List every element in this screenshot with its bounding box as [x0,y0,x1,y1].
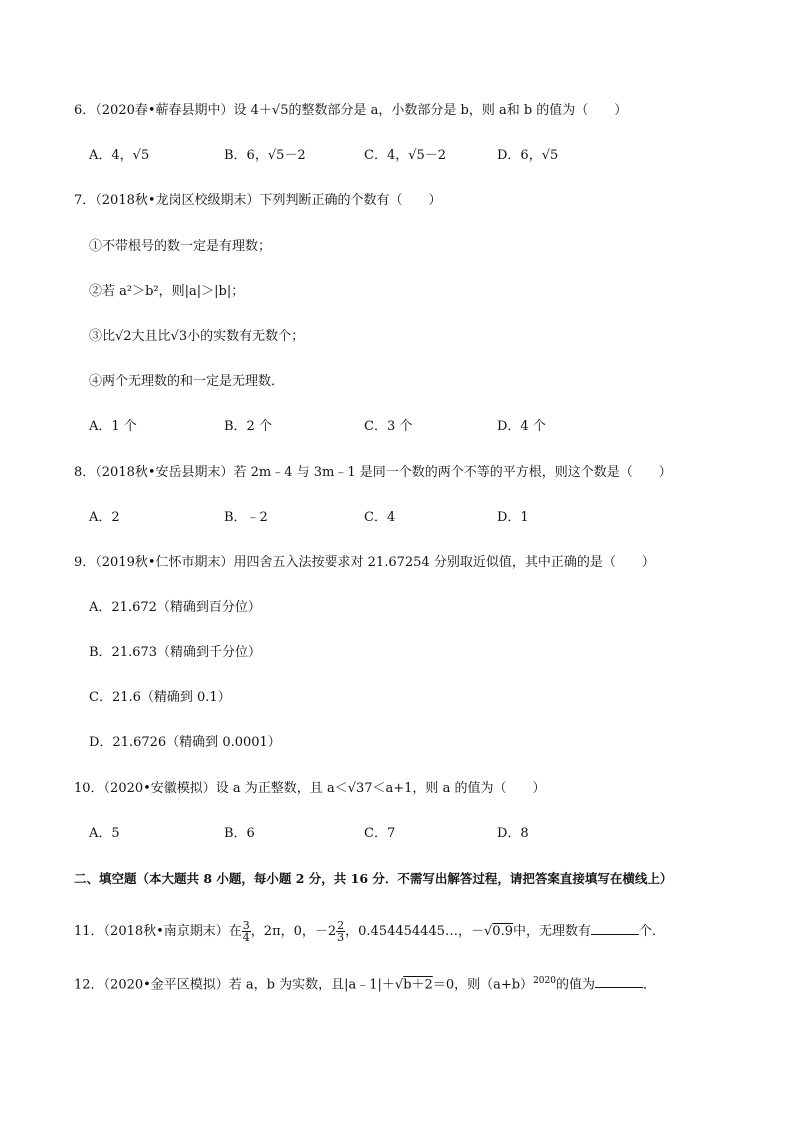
q7-statement-3: ③比√2大且比√3小的实数有无数个； [89,329,305,344]
q11-radicand: 0.9 [492,924,513,939]
q6-option-b: B．6，√5－2 [224,148,306,163]
q11-fraction-1 [242,920,251,943]
q11-frac1-den: 4 [242,931,250,944]
q6-option-d: D．6，√5 [497,148,559,163]
q7-statement-2: ②若 a²＞b²，则|a|＞|b|； [89,284,245,299]
q10-option-b: B．6 [224,826,255,841]
section-heading: 二、填空题（本大题共 8 小题，每小题 2 分，共 16 分．不需写出解答过程，请把答案直接填写在横线上） [74,871,673,886]
q11-answer-blank[interactable] [591,922,639,935]
q12-stem [74,971,656,995]
q11-frac2-den: 3 [337,931,345,944]
q7-stem: 7．（2018秋•龙岗区校级期末）下列判断正确的个数有（ ） [74,193,442,208]
q7-option-d: D．4 个 [497,419,546,434]
q10-stem: 10．（2020•安徽模拟）设 a 为正整数，且 a＜√37＜a+1，则 a 的值为（ ） [74,781,546,796]
q9-stem: 9．（2019秋•仁怀市期末）用四舍五入法按要求对 21.67254 分别取近似值，其中正确的是（ ） [74,555,655,570]
q9-option-d: D．21.6726（精确到 0.0001） [89,735,281,750]
q11-frac2-num: 2 [337,919,345,932]
q10-option-c: C．7 [364,826,396,841]
q7-option-b: B．2 个 [224,419,272,434]
q11-suffix: 个． [639,924,666,939]
q6-stem: 6．（2020春•蕲春县期中）设 4＋√5的整数部分是 a，小数部分是 b，则 a和 b 的值为（ ） [74,103,628,118]
q9-option-b: B．21.673（精确到千分位） [89,645,262,660]
q12-mid2: 的值为 [555,977,595,993]
q12-exponent: 2020 [533,976,556,986]
q11-prefix: 11．（2018秋•南京期末）在 [74,924,242,939]
q7-option-a: A．1 个 [89,419,137,434]
q11-mid3: 中，无理数有 [512,924,591,939]
q6-option-c: C．4，√5－2 [364,148,447,163]
q7-statement-4: ④两个无理数的和一定是无理数． [89,374,285,389]
q6-option-a: A．4，√5 [89,148,150,163]
q12-suffix: ． [642,977,656,993]
q12-mid: ＝0，则（a+b） [432,977,534,993]
q8-option-d: D．1 [497,510,529,525]
q8-option-c: C．4 [364,510,396,525]
q10-option-d: D．8 [497,826,529,841]
q9-option-c: C．21.6（精确到 0.1） [89,690,231,705]
q10-option-a: A．5 [89,826,120,841]
q12-prefix: 12．（2020•金平区模拟）若 a，b 为实数，且|a﹣1|＋ [74,977,395,993]
q11-root-sign: √ [484,924,493,939]
q8-stem: 8．（2018秋•安岳县期末）若 2m﹣4 与 3m﹣1 是同一个数的两个不等的平方根，则这个数是（ ） [74,465,672,480]
q12-root-sign: √ [394,977,404,993]
q7-statement-1: ①不带根号的数一定是有理数； [89,239,272,254]
q11-stem [74,920,665,943]
q11-frac1-num: 3 [242,919,250,932]
q11-mid1: ，2π，0，－2 [250,924,337,939]
q7-option-c: C．3 个 [364,419,413,434]
q11-mid2: ，0.454454445…，－ [345,924,484,939]
q12-answer-blank[interactable] [595,975,643,988]
q12-radicand: b＋2 [403,977,433,993]
q8-option-b: B．﹣2 [224,510,268,525]
q8-option-a: A．2 [89,510,120,525]
q9-option-a: A．21.672（精确到百分位） [89,600,261,615]
q11-fraction-2 [336,920,345,943]
